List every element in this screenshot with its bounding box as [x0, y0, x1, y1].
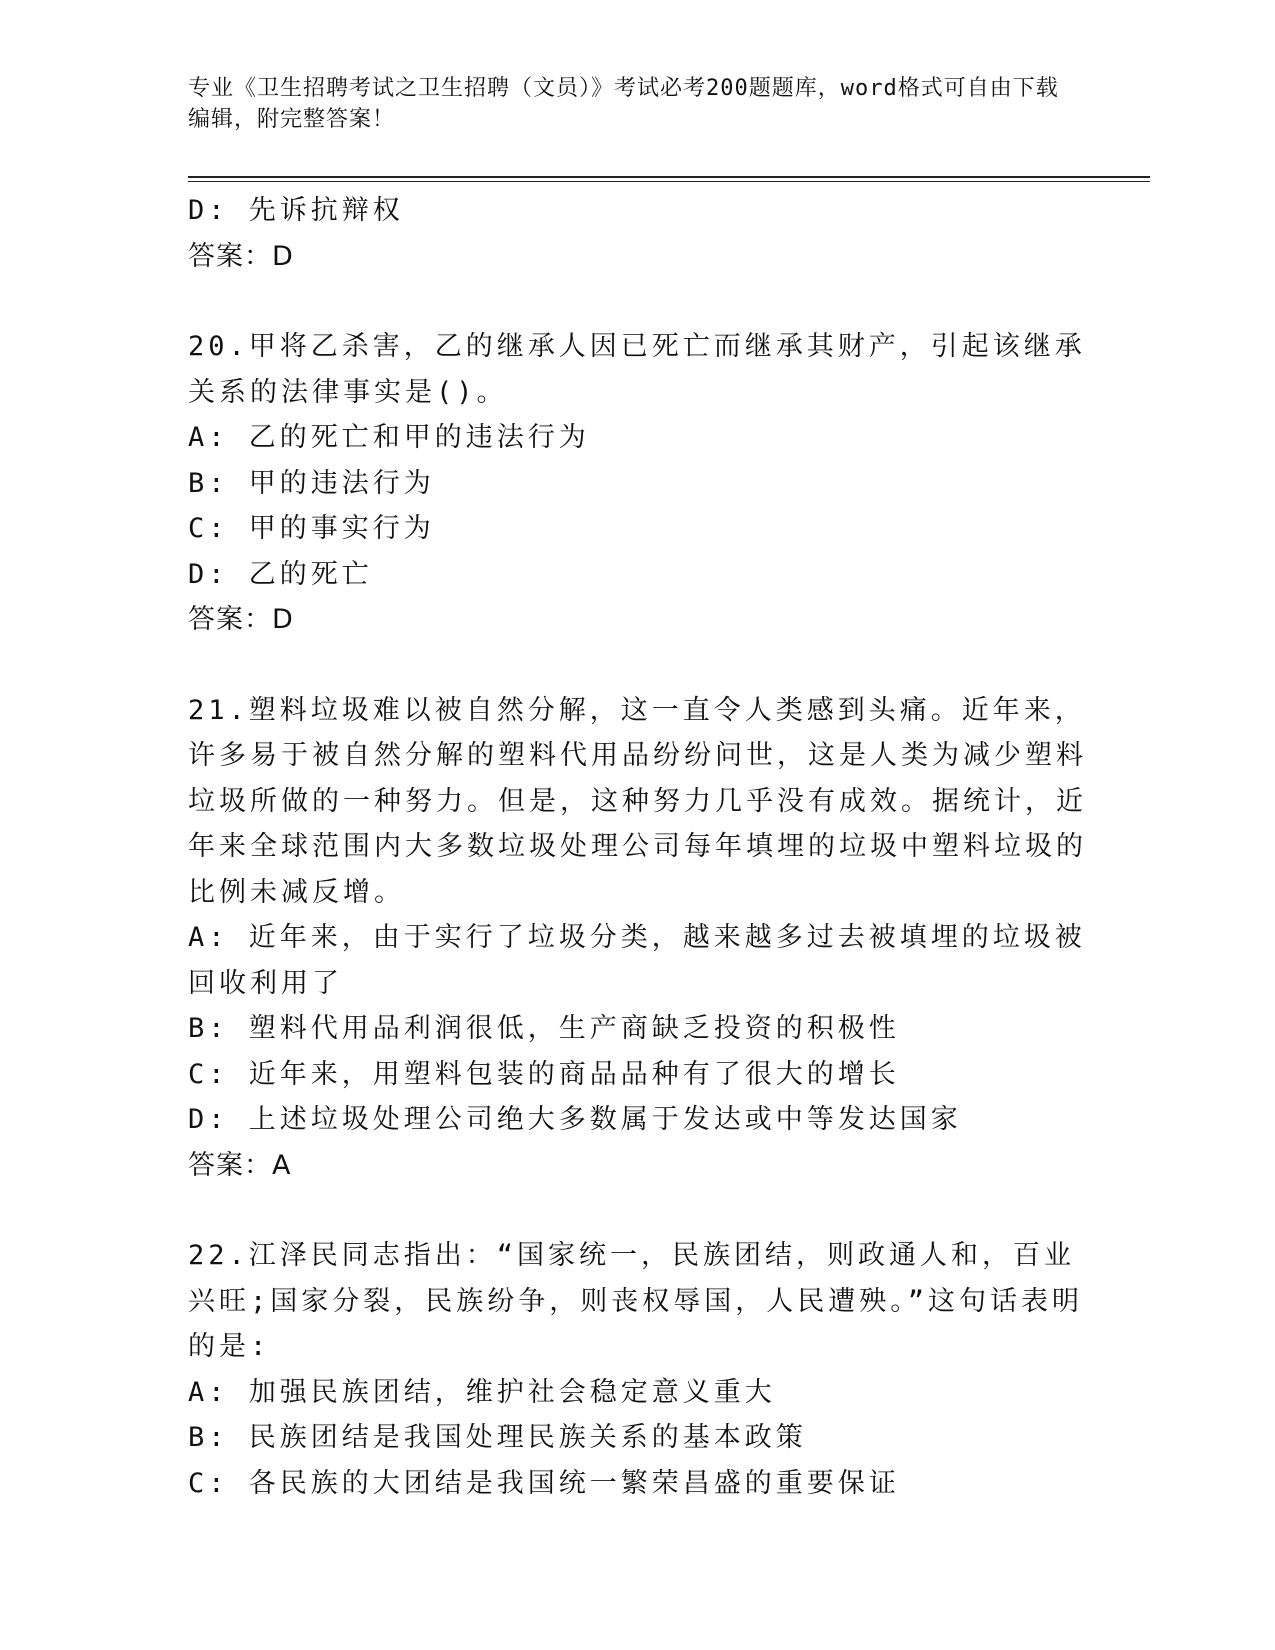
option-c: C: 甲的事实行为 [188, 513, 435, 544]
option-b: B: 塑料代用品利润很低，生产商缺乏投资的积极性 [188, 1013, 900, 1044]
question-20 [188, 324, 1088, 643]
page-header: 专业《卫生招聘考试之卫生招聘（文员）》考试必考200题题库，word格式可自由下载编辑，附完整答案！ [188, 76, 1059, 132]
prev-option-d: D: 先诉抗辩权 [188, 195, 404, 226]
answer: 答案：D [188, 604, 294, 635]
header-rule-thin [188, 181, 1150, 182]
option-a: A: 乙的死亡和甲的违法行为 [188, 422, 590, 453]
question-stem: 21.塑料垃圾难以被自然分解，这一直令人类感到头痛。近年来，许多易于被自然分解的塑料代用品纷纷问世，这是人类为减少塑料垃圾所做的一种努力。但是，这种努力几乎没有成效。据统计，近年来全球范围内大多数垃圾处理公司每年填埋的垃圾中塑料垃圾的比例未减反增。 [188, 694, 1087, 908]
answer: 答案：A [188, 1149, 292, 1181]
document-body [188, 188, 1088, 1506]
question-stem: 20.甲将乙杀害，乙的继承人因已死亡而继承其财产，引起该继承关系的法律事实是()。 [188, 331, 1086, 408]
question-22 [188, 1233, 1088, 1506]
prev-answer: 答案：D [188, 240, 294, 272]
option-c: C: 近年来，用塑料包装的商品品种有了很大的增长 [188, 1058, 900, 1090]
question-stem: 22.江泽民同志指出：“国家统一，民族团结，则政通人和，百业兴旺;国家分裂，民族纷争，则丧权辱国，人民遭殃。”这句话表明的是: [188, 1240, 1084, 1362]
question-21 [188, 688, 1088, 1189]
option-d: D: 上述垃圾处理公司绝大多数属于发达或中等发达国家 [188, 1104, 962, 1135]
option-b: B: 民族团结是我国处理民族关系的基本政策 [188, 1422, 807, 1453]
option-d: D: 乙的死亡 [188, 558, 373, 590]
option-a: A: 加强民族团结，维护社会稳定意义重大 [188, 1376, 776, 1408]
option-b: B: 甲的违法行为 [188, 467, 435, 499]
option-c: C: 各民族的大团结是我国统一繁荣昌盛的重要保证 [188, 1467, 900, 1499]
option-a: A: 近年来，由于实行了垃圾分类，越来越多过去被填埋的垃圾被回收利用了 [188, 922, 1086, 999]
header-rule-thick [188, 176, 1150, 178]
